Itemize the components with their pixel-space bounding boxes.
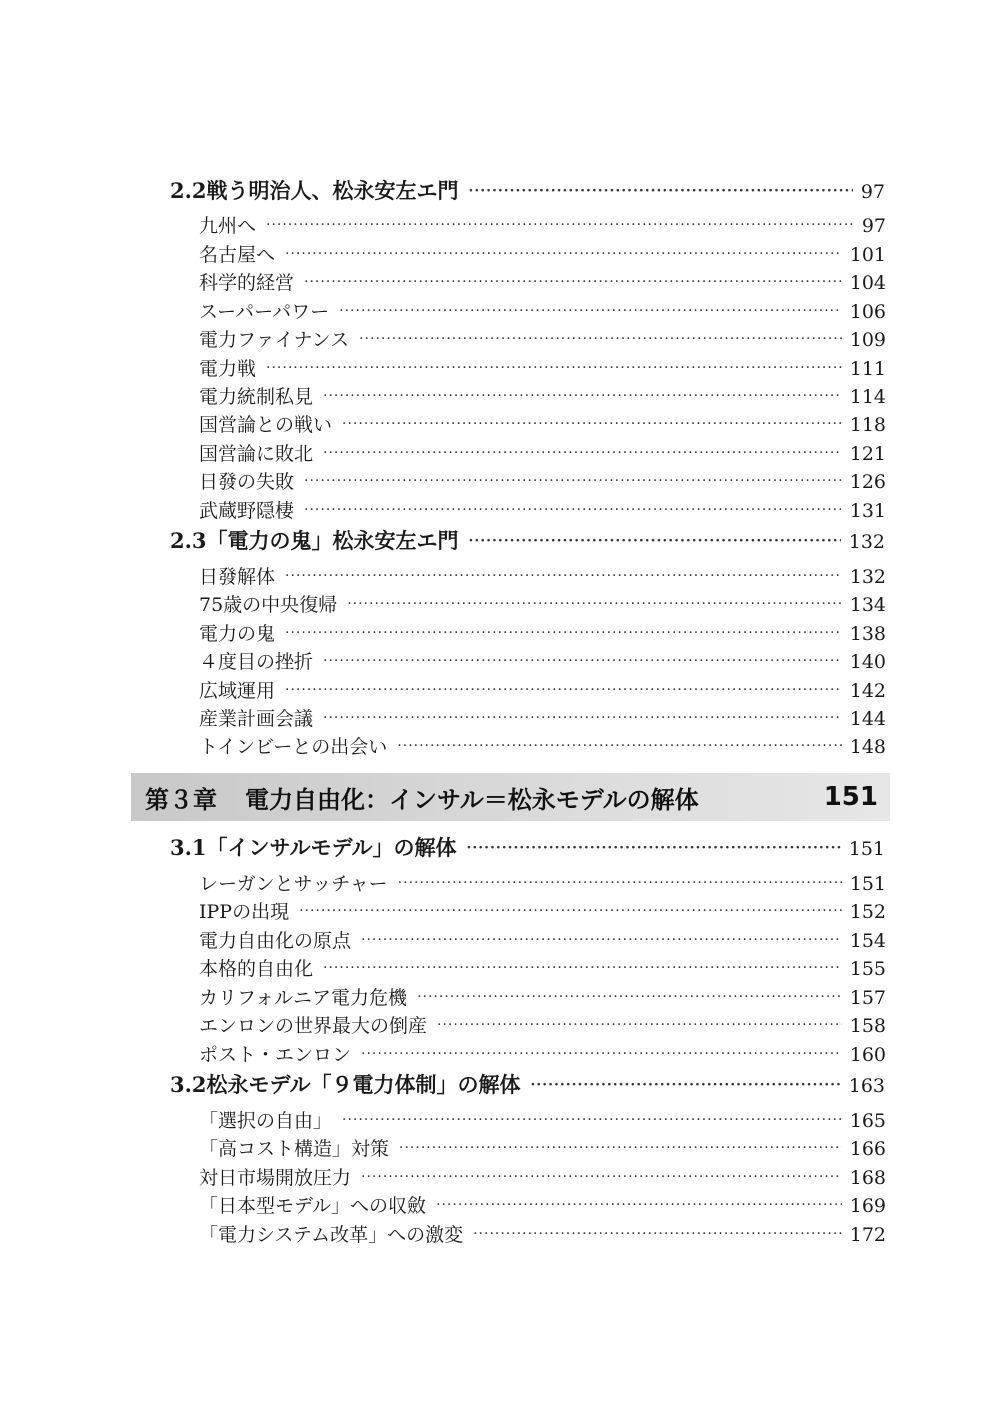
dot-leader <box>285 568 842 584</box>
page-number: 155 <box>849 958 886 980</box>
toc-entry-row <box>199 211 886 238</box>
page-number: 140 <box>849 651 886 673</box>
entry-title: 広域運用 <box>199 680 276 702</box>
section-number: 3.1 <box>170 835 207 860</box>
toc-entry-row <box>199 732 886 759</box>
page-number: 138 <box>849 623 886 645</box>
page-number: 97 <box>860 181 885 203</box>
toc-entry-row <box>199 410 886 437</box>
page-number: 163 <box>848 1075 885 1097</box>
page-number: 158 <box>849 1015 886 1037</box>
toc-entry-row <box>199 647 886 674</box>
dot-leader <box>399 1140 842 1156</box>
toc-section-row <box>170 175 885 205</box>
dot-leader <box>398 875 842 891</box>
dot-leader <box>436 1197 842 1213</box>
entry-title: IPPの出現 <box>199 901 290 923</box>
toc-entry-row <box>199 562 886 589</box>
section-title: 戦う明治人、松永安左エ門 <box>206 178 459 203</box>
entry-title: 日發解体 <box>199 566 276 588</box>
dot-leader <box>285 682 842 698</box>
entry-title: 「選択の自由」 <box>199 1110 333 1132</box>
toc-entry-row <box>199 926 886 953</box>
toc-entry-row <box>199 869 886 896</box>
chapter-number: 第３章 <box>145 785 217 814</box>
page-number: 132 <box>849 566 886 588</box>
dot-leader <box>466 840 840 856</box>
dot-leader <box>397 738 841 754</box>
entry-title: 「高コスト構造」対策 <box>199 1138 390 1160</box>
entry-title: エンロンの世界最大の倒産 <box>199 1015 428 1037</box>
toc-entry-row <box>199 590 886 617</box>
toc-entry-row <box>199 676 886 703</box>
page-number: 101 <box>849 244 886 266</box>
toc-entry-row <box>199 897 886 924</box>
toc-entry-row <box>199 439 886 466</box>
dot-leader <box>437 1017 842 1033</box>
entry-title: 日發の失敗 <box>199 471 295 493</box>
page-number: 151 <box>849 873 886 895</box>
toc-entry-row <box>199 1040 886 1067</box>
toc-entry-row <box>199 619 886 646</box>
page-number: 160 <box>849 1044 886 1066</box>
dot-leader <box>304 274 842 290</box>
entry-title: 電力統制私見 <box>199 386 314 408</box>
toc-section-row <box>170 832 885 862</box>
dot-leader <box>304 473 842 489</box>
dot-leader <box>531 1077 841 1093</box>
chapter-heading <box>131 773 890 821</box>
dot-leader <box>347 596 842 612</box>
dot-leader <box>469 183 853 199</box>
dot-leader <box>323 445 842 461</box>
section-number: 2.2 <box>170 178 207 203</box>
dot-leader <box>361 1046 842 1062</box>
chapter-title: 電力自由化：インサル＝松永モデルの解体 <box>245 785 699 814</box>
page-number: 114 <box>849 386 886 408</box>
dot-leader <box>285 625 842 641</box>
entry-title: 75歳の中央復帰 <box>199 594 338 616</box>
toc-entry-row <box>199 1163 886 1190</box>
entry-title: スーパーパワー <box>199 301 330 323</box>
entry-title: 名古屋へ <box>199 244 276 266</box>
toc-entry-row <box>199 1220 886 1247</box>
chapter-page-number: 151 <box>823 782 878 812</box>
page-number: 169 <box>849 1195 886 1217</box>
entry-title: 対日市場開放圧力 <box>199 1167 352 1189</box>
dot-leader <box>361 932 842 948</box>
section-title: 松永モデル「９電力体制」の解体 <box>206 1072 521 1097</box>
entry-title: 電力戦 <box>199 358 257 380</box>
entry-title: トインビーとの出会い <box>199 736 388 758</box>
toc-entry-row <box>199 1191 886 1218</box>
toc-entry-row <box>199 1134 886 1161</box>
dot-leader <box>361 1169 842 1185</box>
toc-entry-row <box>199 382 886 409</box>
entry-title: 電力の鬼 <box>199 623 276 645</box>
dot-leader <box>285 246 842 262</box>
entry-title: 電力ファイナンス <box>199 329 350 351</box>
dot-leader <box>339 303 842 319</box>
page-number: 104 <box>849 272 886 294</box>
page-number: 172 <box>849 1224 886 1246</box>
toc-entry-row <box>199 325 886 352</box>
dot-leader <box>266 360 842 376</box>
toc-entry-row <box>199 467 886 494</box>
page-number: 166 <box>849 1138 886 1160</box>
dot-leader <box>304 502 842 518</box>
section-title: 「電力の鬼」松永安左エ門 <box>206 528 459 553</box>
entry-title: 九州へ <box>199 215 257 237</box>
entry-title: 本格的自由化 <box>199 958 314 980</box>
entry-title: レーガンとサッチャー <box>199 873 388 895</box>
toc-section-row <box>170 1069 885 1099</box>
section-number: 3.2 <box>170 1072 207 1097</box>
toc-entry-row <box>199 1106 886 1133</box>
page-number: 134 <box>849 594 886 616</box>
toc-entry-row <box>199 268 886 295</box>
dot-leader <box>342 1112 842 1128</box>
page-number: 121 <box>849 443 886 465</box>
entry-title: カリフォルニア電力危機 <box>199 987 408 1009</box>
page-number: 152 <box>849 901 886 923</box>
dot-leader <box>359 331 842 347</box>
dot-leader <box>323 388 842 404</box>
toc-section-row <box>170 525 885 555</box>
dot-leader <box>299 903 842 919</box>
dot-leader <box>323 960 842 976</box>
section-number: 2.3 <box>170 528 207 553</box>
toc-entry-row <box>199 954 886 981</box>
toc-entry-row <box>199 704 886 731</box>
page-number: 126 <box>849 471 886 493</box>
toc-entry-row <box>199 240 886 267</box>
entry-title: 「電力システム改革」への激変 <box>199 1224 464 1246</box>
dot-leader <box>266 217 854 233</box>
toc-entry-row <box>199 496 886 523</box>
page-number: 157 <box>849 987 886 1009</box>
page-number: 154 <box>849 930 886 952</box>
dot-leader <box>469 533 841 549</box>
page-number: 131 <box>849 500 886 522</box>
page-number: 111 <box>849 358 886 380</box>
entry-title: 電力自由化の原点 <box>199 930 352 952</box>
page-number: 151 <box>848 838 885 860</box>
toc-entry-row <box>199 297 886 324</box>
page-number: 106 <box>849 301 886 323</box>
entry-title: 産業計画会議 <box>199 708 314 730</box>
dot-leader <box>417 989 842 1005</box>
dot-leader <box>323 653 842 669</box>
entry-title: ４度目の挫折 <box>199 651 314 673</box>
entry-title: 科学的経営 <box>199 272 295 294</box>
page-number: 132 <box>848 531 885 553</box>
entry-title: 「日本型モデル」への収斂 <box>199 1195 427 1217</box>
dot-leader <box>342 416 842 432</box>
section-title: 「インサルモデル」の解体 <box>206 835 457 860</box>
page-number: 109 <box>849 329 886 351</box>
dot-leader <box>473 1226 842 1242</box>
page-number: 118 <box>849 414 886 436</box>
entry-title: 国営論との戦い <box>199 414 333 436</box>
page-number: 148 <box>849 736 886 758</box>
entry-title: ポスト・エンロン <box>199 1044 352 1066</box>
page-number: 97 <box>861 215 886 237</box>
page-number: 142 <box>849 680 886 702</box>
entry-title: 国営論に敗北 <box>199 443 314 465</box>
entry-title: 武蔵野隠棲 <box>199 500 295 522</box>
dot-leader <box>323 710 842 726</box>
toc-entry-row <box>199 1011 886 1038</box>
toc-entry-row <box>199 983 886 1010</box>
toc-entry-row <box>199 354 886 381</box>
page-number: 165 <box>849 1110 886 1132</box>
page-number: 168 <box>849 1167 886 1189</box>
page-number: 144 <box>849 708 886 730</box>
